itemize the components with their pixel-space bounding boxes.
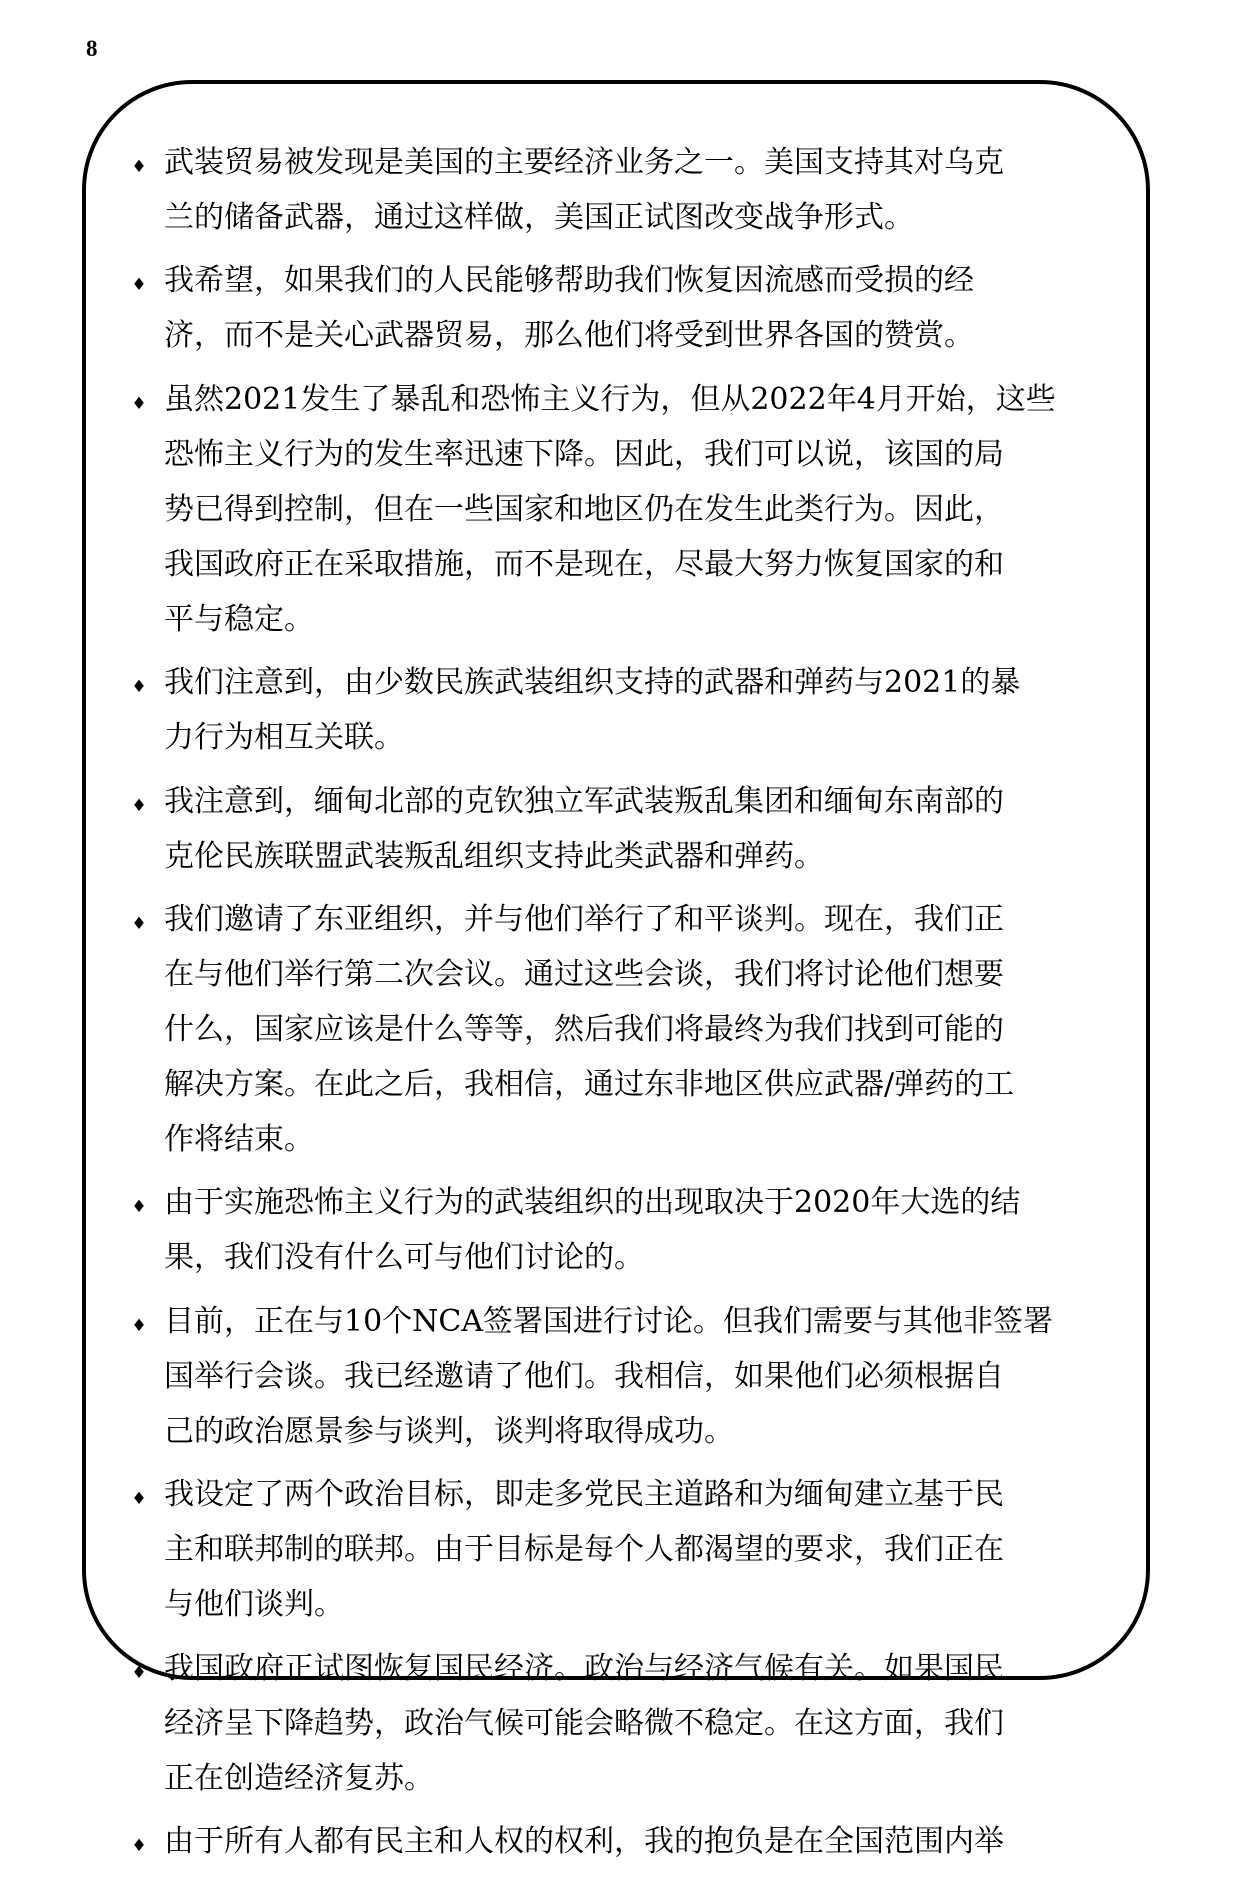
bullet-item-1	[128, 135, 1128, 245]
bullet-text	[164, 253, 1128, 363]
bullet-text	[164, 655, 1128, 765]
bullet-item-3	[128, 372, 1128, 647]
bullet-text	[164, 372, 1128, 647]
bullet-line: 我国政府正试图恢复国民经济。政治与经济气候有关。如果国民	[164, 1650, 1004, 1686]
bullet-item-10	[128, 1641, 1128, 1806]
bullet-line: 我设定了两个政治目标，即走多党民主道路和为缅甸建立基于民	[164, 1477, 1004, 1513]
bullet-line: 我希望，如果我们的人民能够帮助我们恢复因流感而受损的经	[164, 263, 974, 299]
diamond-bullet-icon: ♦	[131, 393, 147, 414]
diamond-bullet-icon: ♦	[131, 913, 147, 934]
bullet-line: 果，我们没有什么可与他们讨论的。	[164, 1240, 644, 1276]
bullet-line: 由于所有人都有民主和人权的权利，我的抱负是在全国范围内举	[164, 1823, 1004, 1859]
bullet-item-7	[128, 1175, 1128, 1285]
bullet-line: 兰的储备武器，通过这样做，美国正试图改变战争形式。	[164, 200, 914, 235]
bullet-line: 目前，正在与10个NCA签署国进行讨论。但我们需要与其他非签署	[164, 1303, 1054, 1339]
bullet-text	[164, 1294, 1128, 1459]
page-number: 8	[86, 36, 98, 61]
diamond-bullet-icon: ♦	[131, 275, 147, 296]
bullet-text	[164, 892, 1128, 1167]
bullet-line: 力行为相互关联。	[164, 720, 404, 756]
bullet-line: 与他们谈判。	[164, 1587, 344, 1623]
bullet-line: 解决方案。在此之后，我相信，通过东非地区供应武器/弹药的工	[164, 1066, 1015, 1102]
bullet-text	[164, 1641, 1128, 1806]
bullet-line: 作将结束。	[164, 1121, 314, 1157]
bullet-item-9	[128, 1467, 1128, 1632]
bullet-line: 平与稳定。	[164, 601, 314, 637]
bullet-text	[164, 774, 1128, 884]
diamond-bullet-icon: ♦	[131, 677, 147, 698]
diamond-bullet-icon: ♦	[131, 1489, 147, 1510]
bullet-item-4	[128, 655, 1128, 765]
bullet-text	[164, 1175, 1128, 1285]
diamond-bullet-icon: ♦	[131, 1197, 147, 1218]
bullet-line: 虽然2021发生了暴乱和恐怖主义行为，但从2022年4月开始，这些	[164, 381, 1056, 417]
diamond-bullet-icon: ♦	[131, 1662, 147, 1683]
bullet-item-5	[128, 774, 1128, 884]
bullet-line: 己的政治愿景参与谈判，谈判将取得成功。	[164, 1413, 734, 1449]
bullet-line: 克伦民族联盟武装叛乱组织支持此类武器和弹药。	[164, 838, 824, 874]
bullet-text	[164, 135, 1128, 245]
bullet-line: 武装贸易被发现是美国的主要经济业务之一。美国支持其对乌克	[164, 145, 1004, 180]
bullet-line: 我们邀请了东亚组织，并与他们举行了和平谈判。现在，我们正	[164, 901, 1004, 937]
bullet-text	[164, 1467, 1128, 1632]
bullet-text	[164, 1814, 1128, 1869]
diamond-bullet-icon: ♦	[131, 1315, 147, 1336]
bullet-item-8	[128, 1294, 1128, 1459]
bullet-item-2	[128, 253, 1128, 363]
bullet-line: 在与他们举行第二次会议。通过这些会谈，我们将讨论他们想要	[164, 956, 1004, 992]
bullet-line: 我们注意到，由少数民族武装组织支持的武器和弹药与2021的暴	[164, 665, 1021, 701]
diamond-bullet-icon: ♦	[131, 157, 147, 177]
bullet-item-6	[128, 892, 1128, 1167]
bullet-line: 势已得到控制，但在一些国家和地区仍在发生此类行为。因此，	[164, 491, 1004, 527]
statement-bullet-list	[128, 135, 1128, 1877]
bullet-line: 恐怖主义行为的发生率迅速下降。因此，我们可以说，该国的局	[164, 436, 1004, 472]
bullet-line: 我国政府正在采取措施，而不是现在，尽最大努力恢复国家的和	[164, 546, 1004, 582]
bullet-line: 经济呈下降趋势，政治气候可能会略微不稳定。在这方面，我们	[164, 1705, 1004, 1741]
bullet-line: 正在创造经济复苏。	[164, 1760, 434, 1796]
diamond-bullet-icon: ♦	[131, 795, 147, 816]
bullet-line: 我注意到，缅甸北部的克钦独立军武装叛乱集团和缅甸东南部的	[164, 783, 1004, 819]
diamond-bullet-icon: ♦	[131, 1835, 147, 1856]
bullet-line: 济，而不是关心武器贸易，那么他们将受到世界各国的赞赏。	[164, 318, 974, 354]
bullet-line: 由于实施恐怖主义行为的武装组织的出现取决于2020年大选的结	[164, 1185, 1021, 1221]
bullet-item-11	[128, 1814, 1128, 1869]
bullet-line: 主和联邦制的联邦。由于目标是每个人都渴望的要求，我们正在	[164, 1532, 1004, 1568]
bullet-line: 什么，国家应该是什么等等，然后我们将最终为我们找到可能的	[164, 1011, 1004, 1047]
bullet-line: 国举行会谈。我已经邀请了他们。我相信，如果他们必须根据自	[164, 1358, 1004, 1394]
